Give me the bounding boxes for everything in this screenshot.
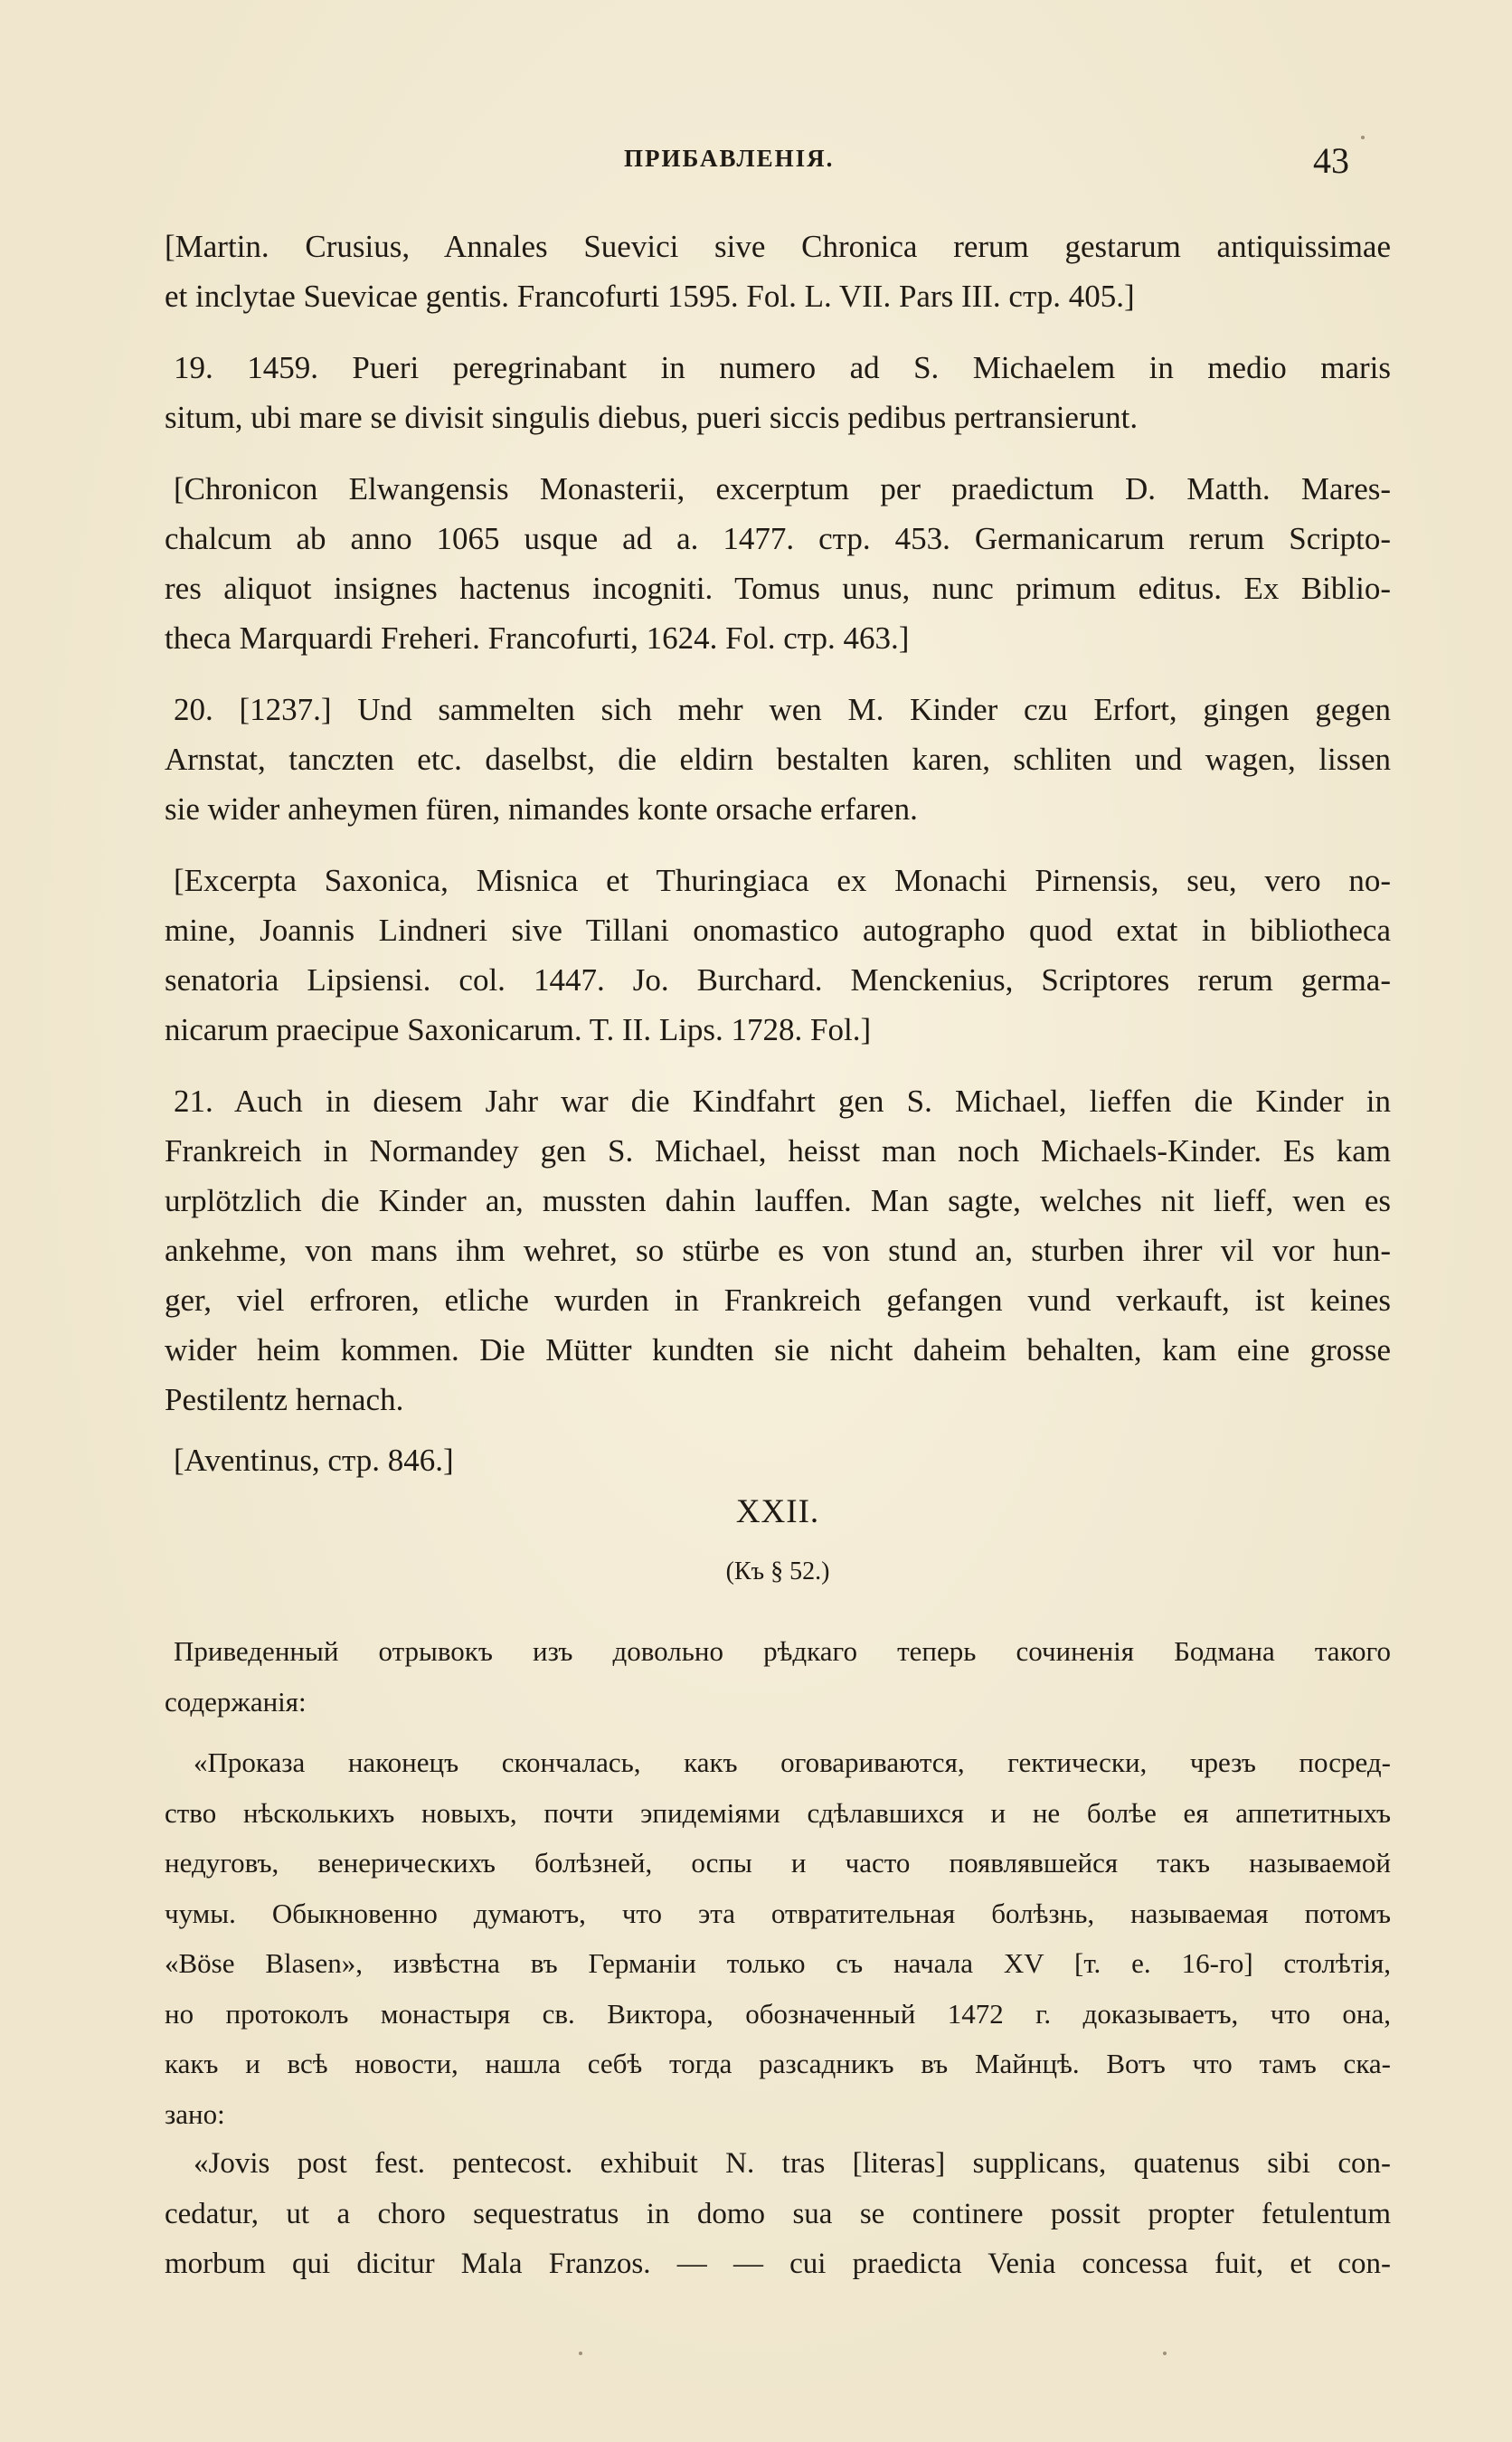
text-line: но протоколъ монастыря св. Виктора, обозначенный 1472 г. доказываетъ, что она, (165, 1997, 1391, 2030)
page-text (165, 222, 1391, 2290)
text-line: cedatur, ut a choro sequestratus in domo sua se continere possit propter fetulentum (165, 2197, 1391, 2230)
section-heading: XXII. (735, 1493, 820, 1530)
text-line: «Böse Blasen», извѣстна въ Германіи только съ начала XV [т. е. 16-го] столѣтія, (165, 1947, 1391, 1979)
text-line: 21. Auch in diesem Jahr war die Kindfahrt gen S. Michael, lieffen die Kinder in (174, 1084, 1391, 1119)
running-head (0, 140, 1512, 181)
text-line: «Jovis post fest. pentecost. exhibuit N. tras [literas] supplicans, quatenus sibi con- (194, 2147, 1391, 2180)
text-line: ger, viel erfroren, etliche wurden in Frankreich gefangen vund verkauft, ist keines (165, 1283, 1391, 1318)
citation-elwangensis (165, 464, 1391, 663)
text-line: theca Marquardi Freheri. Francofurti, 1624. Fol. стр. 463.] (165, 620, 910, 656)
entry-20 (165, 685, 1391, 834)
paper-speck (1163, 2352, 1167, 2355)
text-line: 19. 1459. Pueri peregrinabant in numero ad S. Michaelem in medio maris (174, 350, 1391, 385)
bodman-quote (165, 1737, 1391, 2139)
text-line: ство нѣсколькихъ новыхъ, почти эпидеміями сдѣлавшихся и не болѣе ея аппетитныхъ (165, 1796, 1391, 1829)
text-line: res aliquot insignes hactenus incogniti. Tomus unus, nunc primum editus. Ex Biblio- (165, 571, 1391, 606)
russian-text (165, 1626, 1391, 2290)
paper-speck (579, 2352, 582, 2355)
text-line: 20. [1237.] Und sammelten sich mehr wen M. Kinder czu Erfort, gingen gegen (174, 692, 1391, 727)
text-line: morbum qui dicitur Mala Franzos. — — cui praedicta Venia concessa fuit, et con- (165, 2248, 1391, 2280)
text-line: [Martin. Crusius, Annales Suevici sive Chronica rerum gestarum antiquissimae (165, 229, 1391, 264)
text-line: чумы. Обыкновенно думаютъ, что эта отвратительная болѣзнь, называемая потомъ (165, 1897, 1391, 1929)
entry-21 (165, 1076, 1391, 1424)
text-line: ankehme, von mans ihm wehret, so stürbe es von stund an, sturben ihrer vil vor hun- (165, 1233, 1391, 1268)
text-line: urplötzlich die Kinder an, mussten dahin lauffen. Man sagte, welches nit lieff, wen es (165, 1183, 1391, 1218)
text-line: [Chronicon Elwangensis Monasterii, excerptum per praedictum D. Matth. Mares- (174, 471, 1391, 506)
text-line: et inclytae Suevicae gentis. Francofurti 1595. Fol. L. VII. Pars III. стр. 405.] (165, 279, 1135, 314)
text-line: sie wider anheymen füren, nimandes konte orsache erfaren. (165, 791, 918, 827)
text-line: wider heim kommen. Die Mütter kundten sie nicht daheim behalten, kam eine grosse (165, 1332, 1391, 1368)
paper-speck (1361, 136, 1365, 139)
running-title: ПРИБАВЛЕНІЯ. (624, 145, 835, 172)
text-line: Pestilentz hernach. (165, 1382, 404, 1417)
text-line: Arnstat, tanczten etc. daselbst, die eldirn bestalten karen, schliten und wagen, lissen (165, 742, 1391, 777)
text-line: chalcum ab anno 1065 usque ad a. 1477. стр. 453. Germanicarum rerum Scripto- (165, 521, 1391, 556)
citation-crusius (165, 222, 1391, 321)
text-line: какъ и всѣ новости, нашла себѣ тогда разсадникъ въ Майнцѣ. Вотъ что тамъ ска- (165, 2048, 1391, 2079)
text-line: «Проказа наконецъ скончалась, какъ оговариваются, гектически, чрезъ посред- (194, 1746, 1391, 1778)
text-line: senatoria Lipsiensi. col. 1447. Jo. Burchard. Menckenius, Scriptores rerum germa- (165, 962, 1391, 998)
text-line: содержанія: (165, 1685, 307, 1718)
citation-excerpta-saxonica (165, 856, 1391, 1055)
text-line: Frankreich in Normandey gen S. Michael, heisst man noch Michaels-Kinder. Es kam (165, 1133, 1391, 1169)
text-line: зано: (165, 2097, 225, 2130)
text-line: situm, ubi mare se divisit singulis diebus, pueri siccis pedibus pertransierunt. (165, 400, 1139, 435)
text-line: Приведенный отрывокъ изъ довольно рѣдкаго теперь сочиненія Бодмана такого (174, 1635, 1391, 1667)
text-line: nicarum praecipue Saxonicarum. T. II. Lips. 1728. Fol.] (165, 1012, 872, 1047)
text-line: [Aventinus, стр. 846.] (174, 1443, 454, 1478)
intro-paragraph (165, 1626, 1391, 1727)
entry-19 (165, 343, 1391, 442)
text-line: mine, Joannis Lindneri sive Tillani onomastico autographo quod extat in bibliotheca (165, 913, 1391, 948)
section-subheading: (Къ § 52.) (725, 1557, 830, 1585)
text-line: недуговъ, венерическихъ болѣзней, оспы и часто появлявшейся такъ называемой (165, 1847, 1391, 1879)
page-number: 43 (1313, 140, 1349, 181)
citation-aventinus (165, 1435, 1391, 1485)
text-line: [Excerpta Saxonica, Misnica et Thuringiaca ex Monachi Pirnensis, seu, vero no- (174, 863, 1391, 898)
latin-quote (165, 2139, 1391, 2290)
